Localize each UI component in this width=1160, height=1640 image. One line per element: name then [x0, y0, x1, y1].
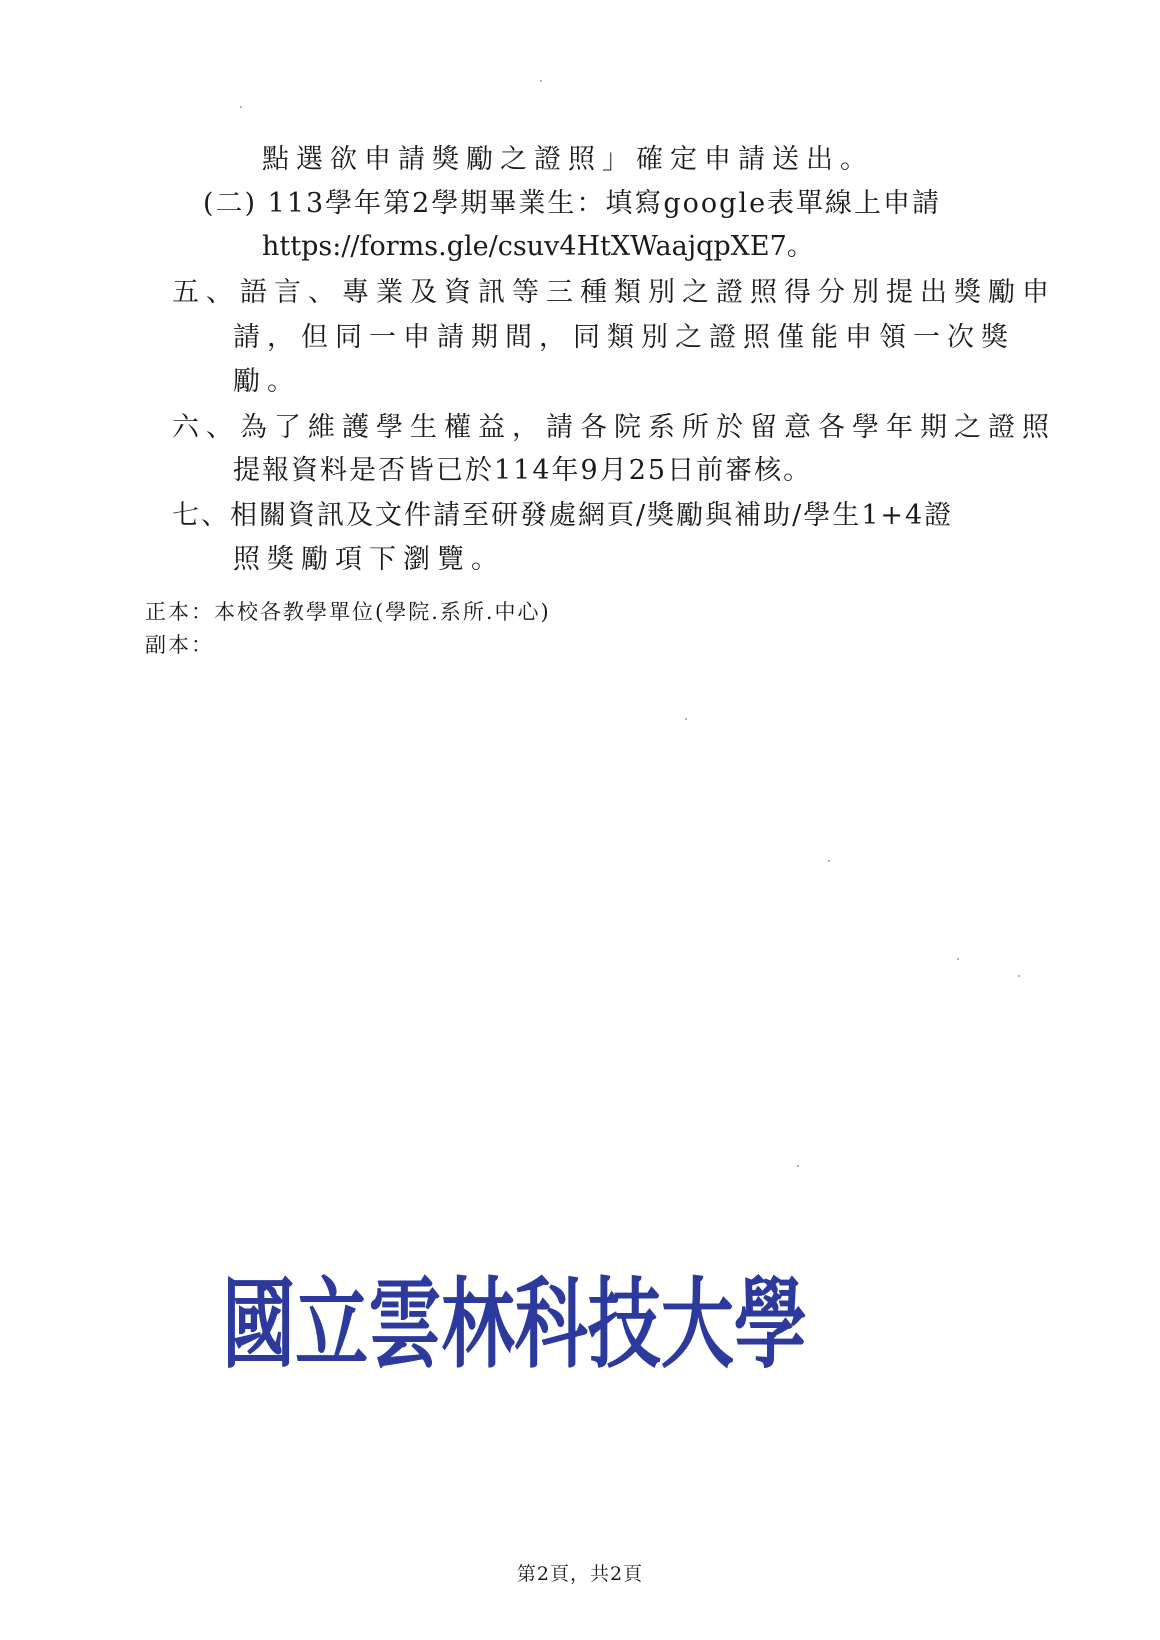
item4-sub2-url: https://forms.gle/csuv4HtXWaajqpXE7。 — [262, 231, 814, 262]
scan-speck — [685, 718, 687, 720]
item6-line1: 六、為了維護學生權益，請各院系所於留意各學年期之證照 — [172, 412, 1056, 443]
item4-sub2-line1: (二) 113學年第2學期畢業生：填寫google表單線上申請 — [203, 188, 942, 219]
scan-speck — [1018, 975, 1020, 977]
item7-line1: 七、相關資訊及文件請至研發處網頁/獎勵與補助/學生1+4證 — [172, 500, 954, 531]
page-indicator: 第2頁，共2頁 — [516, 1563, 644, 1585]
scan-speck — [957, 958, 959, 960]
distribution-original: 正本：本校各教學單位(學院.系所.中心) — [145, 600, 551, 624]
university-stamp — [222, 1262, 822, 1382]
scan-speck — [797, 1165, 799, 1167]
scan-speck — [828, 860, 830, 862]
item5-line1: 五、語言、專業及資訊等三種類別之證照得分別提出獎勵申 — [172, 277, 1056, 308]
item5-line3: 勵。 — [233, 366, 301, 397]
item6-line2: 提報資料是否皆已於114年9月25日前審核。 — [233, 455, 813, 486]
item7-line2: 照獎勵項下瀏覽。 — [233, 544, 505, 575]
distribution-copy: 副本： — [145, 633, 214, 657]
scan-speck — [240, 106, 242, 108]
item4-continuation: 點選欲申請獎勵之證照」確定申請送出。 — [262, 144, 874, 175]
scan-speck — [540, 80, 542, 82]
item5-line2: 請，但同一申請期間，同類別之證照僅能申領一次獎 — [233, 322, 1015, 353]
stamp-text: 國立雲林科技大學 — [222, 1268, 807, 1382]
